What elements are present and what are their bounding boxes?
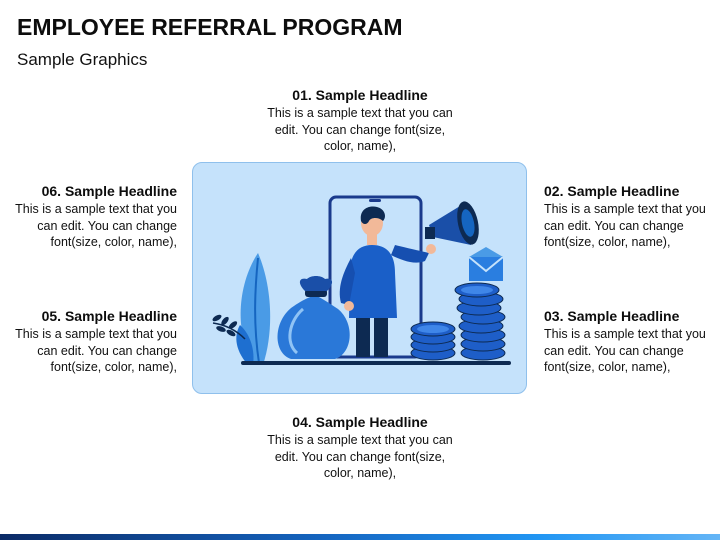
headline-block-02 — [544, 182, 720, 251]
headline: 02. Sample Headline — [544, 183, 680, 199]
headline: 05. Sample Headline — [41, 308, 177, 324]
envelope-icon — [469, 247, 503, 281]
plant-icon — [211, 253, 270, 365]
referral-illustration — [193, 163, 528, 395]
headline: 03. Sample Headline — [544, 308, 680, 324]
body-text: This is a sample text that you can edit. You can change font(size, color, name), — [267, 106, 453, 153]
money-bag-icon — [278, 276, 350, 359]
headline-block-01 — [265, 86, 455, 155]
headline: 01. Sample Headline — [292, 87, 428, 103]
page-subtitle: Sample Graphics — [17, 50, 148, 69]
body-text: This is a sample text that you can edit. You can change font(size, color, name), — [15, 202, 177, 249]
headline-block-05 — [0, 307, 177, 376]
megaphone-icon — [425, 199, 482, 246]
body-text: This is a sample text that you can edit. You can change font(size, color, name), — [544, 327, 706, 374]
headline-block-06 — [0, 182, 177, 251]
body-text: This is a sample text that you can edit. You can change font(size, color, name), — [544, 202, 706, 249]
referral-illustration-panel — [192, 162, 527, 394]
ground-line — [241, 361, 511, 365]
bottom-accent-bar — [0, 534, 720, 540]
coin-stack-icon — [411, 283, 505, 360]
headline: 04. Sample Headline — [292, 414, 428, 430]
headline-block-04 — [265, 413, 455, 482]
body-text: This is a sample text that you can edit. You can change font(size, color, name), — [267, 433, 453, 480]
headline: 06. Sample Headline — [41, 183, 177, 199]
headline-block-03 — [544, 307, 720, 376]
page-title: EMPLOYEE REFERRAL PROGRAM — [17, 14, 403, 40]
body-text: This is a sample text that you can edit. You can change font(size, color, name), — [15, 327, 177, 374]
